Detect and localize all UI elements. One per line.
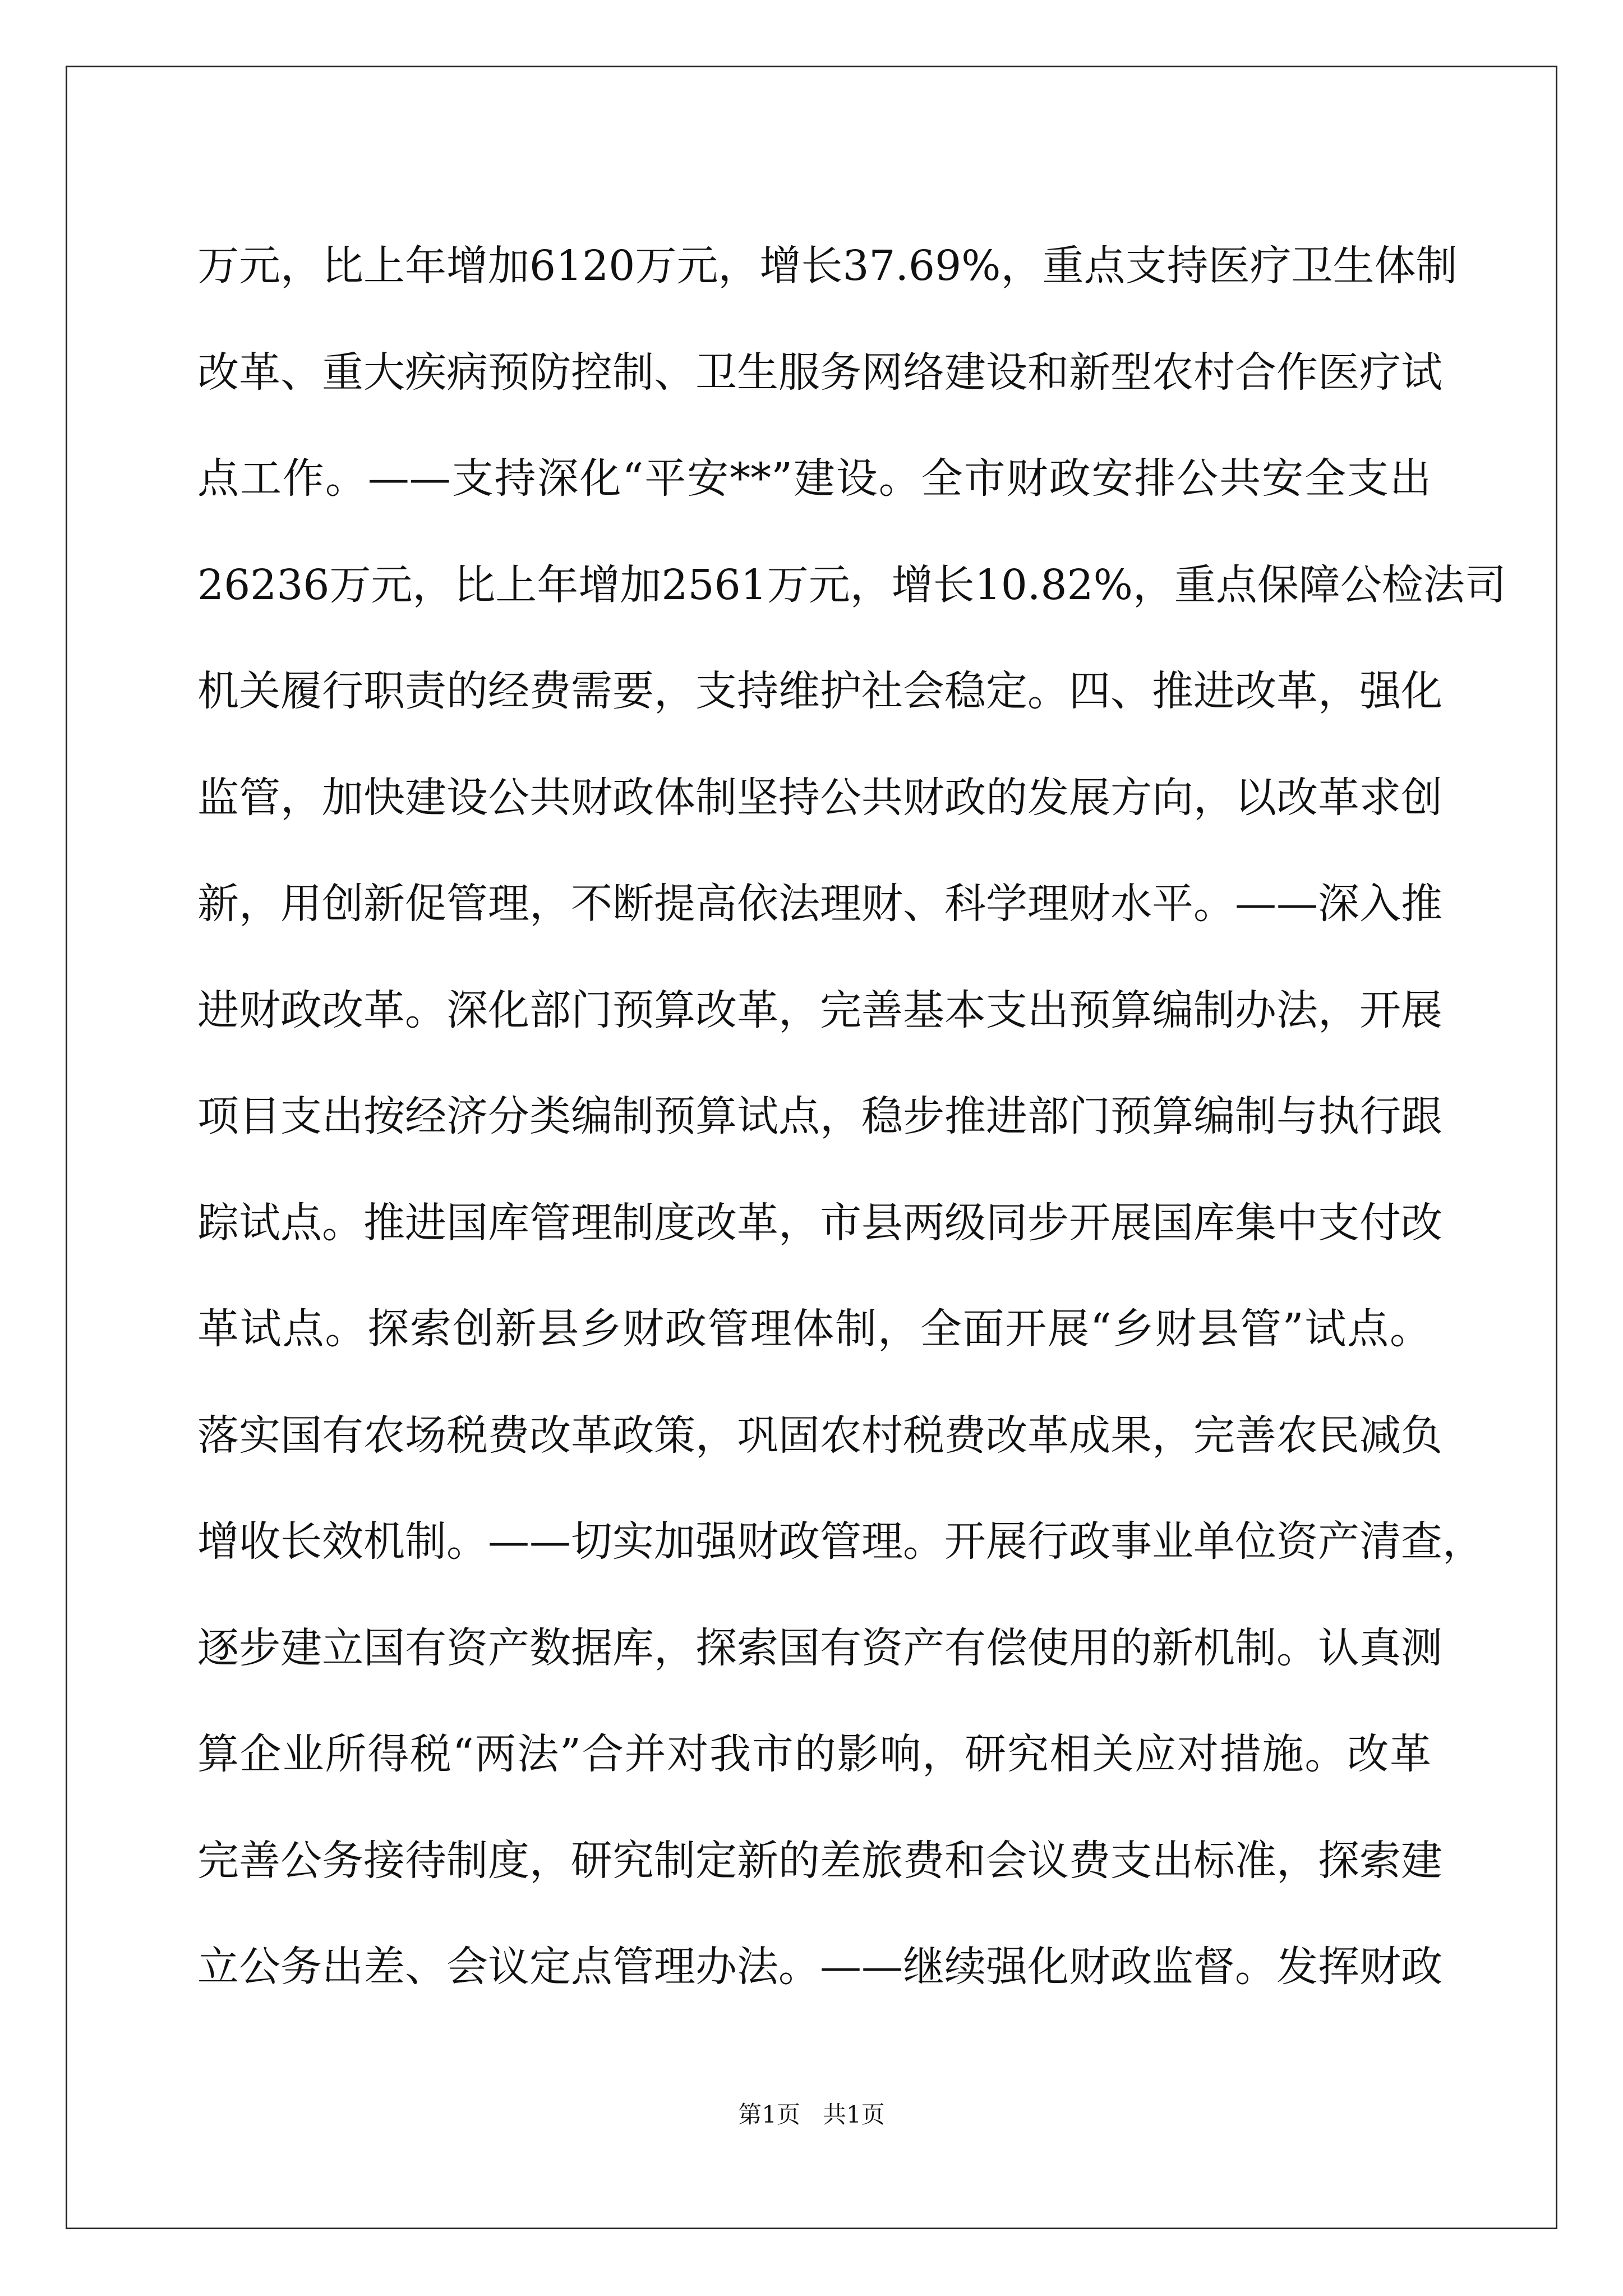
- body-line: 万元，比上年增加6120万元，增长37.69%，重点支持医疗卫生体制: [197, 242, 1458, 290]
- body-line: 新，用创新促管理，不断提高依法理财、科学理财水平。——深入推: [197, 880, 1442, 928]
- body-line: 机关履行职责的经费需要，支持维护社会稳定。四、推进改革，强化: [197, 667, 1442, 715]
- body-line: 完善公务接待制度，研究制定新的差旅费和会议费支出标准，探索建: [197, 1836, 1442, 1885]
- body-line: 革试点。探索创新县乡财政管理体制，全面开展“乡财县管”试点。: [197, 1305, 1431, 1353]
- body-line: 项目支出按经济分类编制预算试点，稳步推进部门预算编制与执行跟: [197, 1092, 1442, 1140]
- body-line: 点工作。——支持深化“平安**”建设。全市财政安排公共安全支出: [197, 454, 1431, 503]
- body-line: 落实国有农场税费改革政策，巩固农村税费改革成果，完善农民减负: [197, 1411, 1442, 1460]
- page-number-current: 第1页: [738, 2101, 800, 2128]
- body-line: 踪试点。推进国库管理制度改革，市县两级同步开展国库集中支付改: [197, 1198, 1442, 1247]
- body-line: 改革、重大疾病预防控制、卫生服务网络建设和新型农村合作医疗试: [197, 348, 1442, 397]
- body-line: 26236万元，比上年增加2561万元，增长10.82%，重点保障公检法司: [197, 560, 1506, 609]
- body-line: 进财政改革。深化部门预算改革，完善基本支出预算编制办法，开展: [197, 986, 1442, 1034]
- body-line: 算企业所得税“两法”合并对我市的影响，研究相关应对措施。改革: [197, 1730, 1431, 1778]
- body-line: 立公务出差、会议定点管理办法。——继续强化财政监督。发挥财政: [197, 1943, 1442, 1991]
- body-line: 监管，加快建设公共财政体制坚持公共财政的发展方向，以改革求创: [197, 773, 1442, 822]
- page-footer: [0, 2098, 1623, 2132]
- body-line: 增收长效机制。——切实加强财政管理。开展行政事业单位资产清查，: [197, 1517, 1484, 1566]
- document-body: [197, 213, 1506, 2021]
- page-number-total: 共1页: [823, 2101, 885, 2128]
- body-line: 逐步建立国有资产数据库，探索国有资产有偿使用的新机制。认真测: [197, 1623, 1442, 1672]
